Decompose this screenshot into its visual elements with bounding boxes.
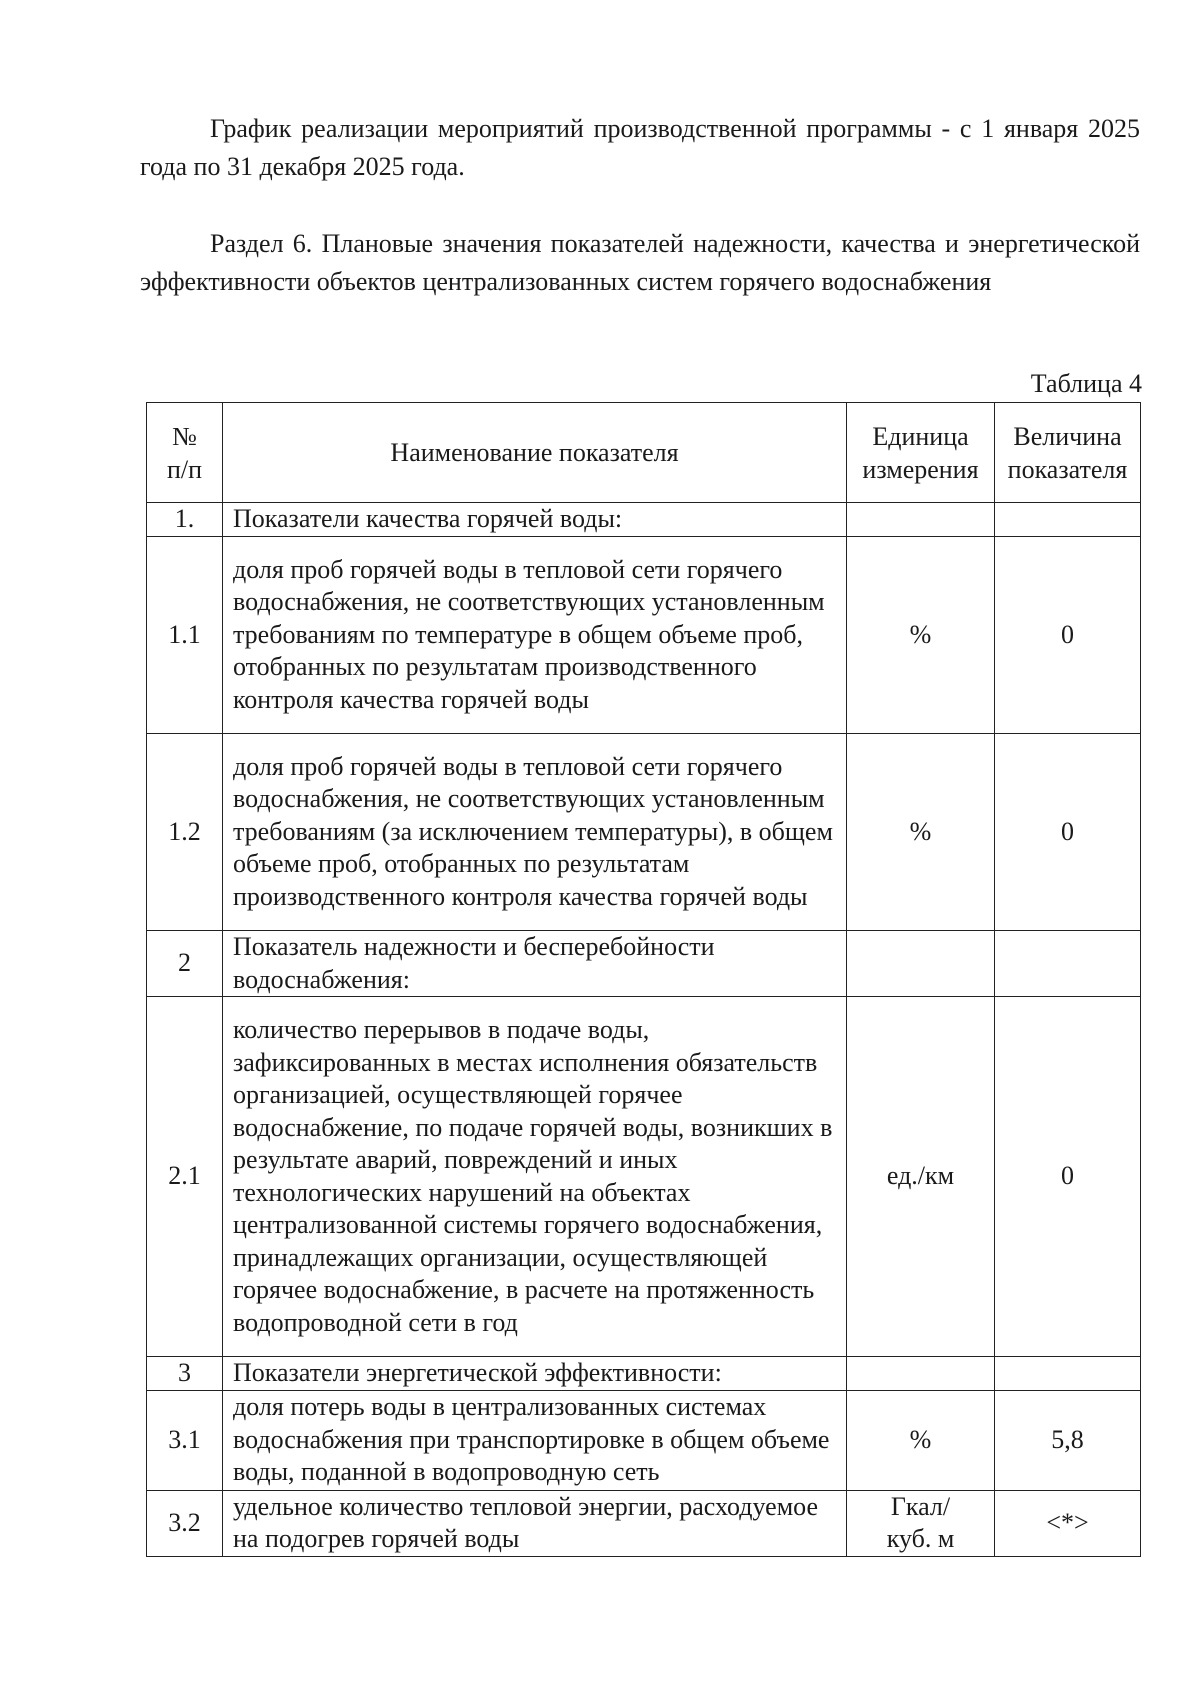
row-num: 2.1 [147, 997, 223, 1357]
section-heading: Раздел 6. Плановые значения показателей надежности, качества и энергетической эффективности объектов централизованных систем горячего водоснабжения [140, 229, 1140, 296]
row-unit-line1: Гкал/ [890, 1491, 951, 1521]
row-value [995, 503, 1141, 537]
row-value: <*> [995, 1490, 1141, 1556]
row-num: 1.1 [147, 537, 223, 734]
table-row [147, 1357, 1141, 1391]
header-num [147, 403, 223, 503]
row-name: Показатели энергетической эффективности: [223, 1357, 847, 1391]
table-row [147, 1490, 1141, 1556]
row-num: 2 [147, 931, 223, 997]
row-unit: % [847, 734, 995, 931]
table-row [147, 1390, 1141, 1490]
header-value-line2: показателя [1007, 454, 1128, 484]
row-name: количество перерывов в подаче воды, зафиксированных в местах исполнения обязательств организацией, осуществляющей горячее водоснабжение, по подаче горячей воды, возникших в результате аварий, повреждений и иных технологических нарушений на объектах централизованной системы горячего водоснабжения, принадлежащих организации, осуществляющей горячее водоснабжение, в расчете на протяженность водопроводной сети в год [223, 997, 847, 1357]
row-unit: ед./км [847, 997, 995, 1357]
table-row [147, 931, 1141, 997]
header-unit-line1: Единица [872, 421, 969, 451]
header-num-line2: п/п [166, 454, 203, 484]
indicators-table [146, 402, 1141, 1557]
table-header-row [147, 403, 1141, 503]
row-name: доля проб горячей воды в тепловой сети горячего водоснабжения, не соответствующих установленным требованиям по температуре в общем объеме проб, отобранных по результатам производственного контроля качества горячей воды [223, 537, 847, 734]
row-num: 3 [147, 1357, 223, 1391]
table-caption: Таблица 4 [1030, 369, 1142, 398]
row-name: доля проб горячей воды в тепловой сети горячего водоснабжения, не соответствующих установленным требованиям (за исключением температуры), в общем объеме проб, отобранных по результатам производственного контроля качества горячей воды [223, 734, 847, 931]
row-num: 1.2 [147, 734, 223, 931]
header-name: Наименование показателя [223, 403, 847, 503]
row-unit-line2: куб. м [886, 1524, 955, 1553]
row-value: 0 [995, 537, 1141, 734]
row-unit [847, 1357, 995, 1391]
header-value-line1: Величина [1013, 421, 1122, 451]
header-unit-line2: измерения [862, 454, 979, 484]
row-name: удельное количество тепловой энергии, расходуемое на подогрев горячей воды [223, 1490, 847, 1556]
row-unit: % [847, 537, 995, 734]
row-name: Показатель надежности и бесперебойности водоснабжения: [223, 931, 847, 997]
row-unit: % [847, 1390, 995, 1490]
header-unit [847, 403, 995, 503]
row-unit [847, 503, 995, 537]
row-unit [847, 1490, 995, 1556]
row-value: 5,8 [995, 1390, 1141, 1490]
row-value: 0 [995, 997, 1141, 1357]
table-row [147, 537, 1141, 734]
table-row [147, 503, 1141, 537]
row-value: 0 [995, 734, 1141, 931]
row-value [995, 931, 1141, 997]
row-num: 3.1 [147, 1390, 223, 1490]
header-value [995, 403, 1141, 503]
table-row [147, 997, 1141, 1357]
row-name: доля потерь воды в централизованных системах водоснабжения при транспортировке в общем объеме воды, поданной в водопроводную сеть [223, 1390, 847, 1490]
row-num: 1. [147, 503, 223, 537]
row-value [995, 1357, 1141, 1391]
schedule-paragraph: График реализации мероприятий производственной программы - с 1 января 2025 года по 31 декабря 2025 года. [140, 114, 1140, 181]
row-num: 3.2 [147, 1490, 223, 1556]
header-num-line1: № [172, 421, 197, 451]
table-row [147, 734, 1141, 931]
row-unit [847, 931, 995, 997]
row-name: Показатели качества горячей воды: [223, 503, 847, 537]
